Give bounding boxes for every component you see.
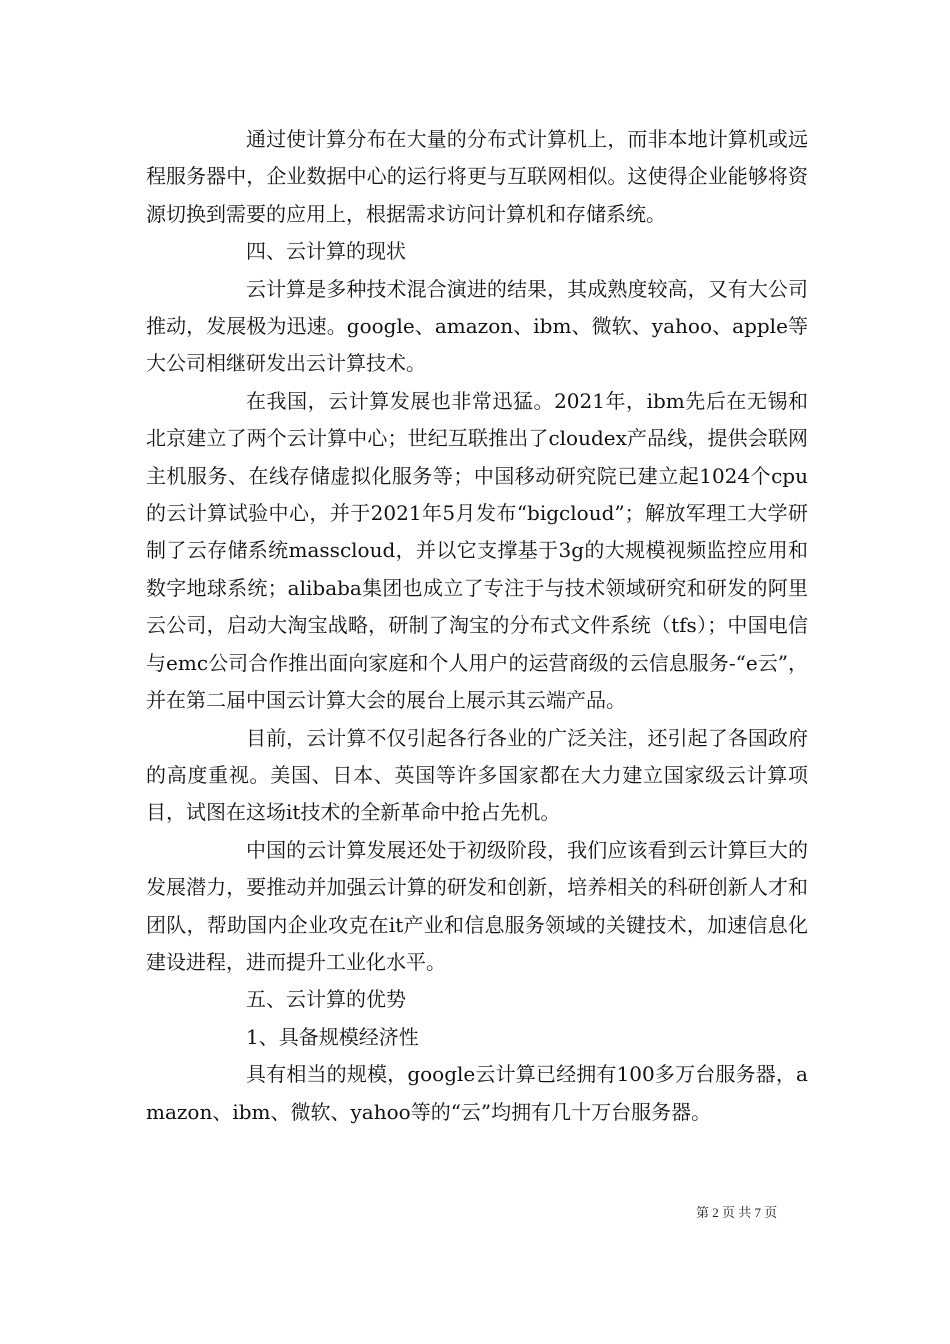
paragraph-china-development: 在我国，云计算发展也非常迅猛。2021年，ibm先后在无锡和北京建立了两个云计算中心；世纪互联推出了cloudex产品线，提供会联网主机服务、在线存储虚拟化服务等；中国移动研究院已建立起1024个cpu的云计算试验中心，并于2021年5月发布“bigcloud”；解放军理工大学研制了云存储系统masscloud，并以它支撑基于3g的大规模视频监控应用和数字地球系统；alibaba集团也成立了专注于与技术领域研究和研发的阿里云公司，启动大淘宝战略，研制了淘宝的分布式文件系统（tfs）；中国电信与emc公司合作推出面向家庭和个人用户的运营商级的云信息服务-“e云”，并在第二届中国云计算大会的展台上展示其云端产品。 xyxy=(146,388,808,713)
paragraph-government-attention: 目前，云计算不仅引起各行各业的广泛关注，还引起了各国政府的高度重视。美国、日本、英国等许多国家都在大力建立国家级云计算项目，试图在这场it技术的全新革命中抢占先机。 xyxy=(146,725,808,825)
paragraph-china-potential: 中国的云计算发展还处于初级阶段，我们应该看到云计算巨大的发展潜力，要推动并加强云计算的研发和创新，培养相关的科研创新人才和团队，帮助国内企业攻克在it产业和信息服务领域的关键技术，加速信息化建设进程，进而提升工业化水平。 xyxy=(146,837,808,974)
section-heading-status: 四、云计算的现状 xyxy=(246,239,406,264)
paragraph-technology-mix: 云计算是多种技术混合演进的结果，其成熟度较高，又有大公司推动，发展极为迅速。google、amazon、ibm、微软、yahoo、apple等大公司相继研发出云计算技术。 xyxy=(146,276,808,376)
subsection-heading-scale-economy: 1、具备规模经济性 xyxy=(246,1024,419,1049)
paragraph-distributed-computing: 通过使计算分布在大量的分布式计算机上，而非本地计算机或远程服务器中，企业数据中心的运行将更与互联网相似。这使得企业能够将资源切换到需要的应用上，根据需求访问计算机和存储系统。 xyxy=(146,127,808,226)
section-heading-advantages: 五、云计算的优势 xyxy=(246,987,406,1012)
document-body xyxy=(146,121,808,1131)
paragraph-scale: 具有相当的规模，google云计算已经拥有100多万台服务器，amazon、ibm、微软、yahoo等的“云”均拥有几十万台服务器。 xyxy=(146,1062,808,1124)
page-number-footer: 第 2 页 共 7 页 xyxy=(696,1205,778,1220)
